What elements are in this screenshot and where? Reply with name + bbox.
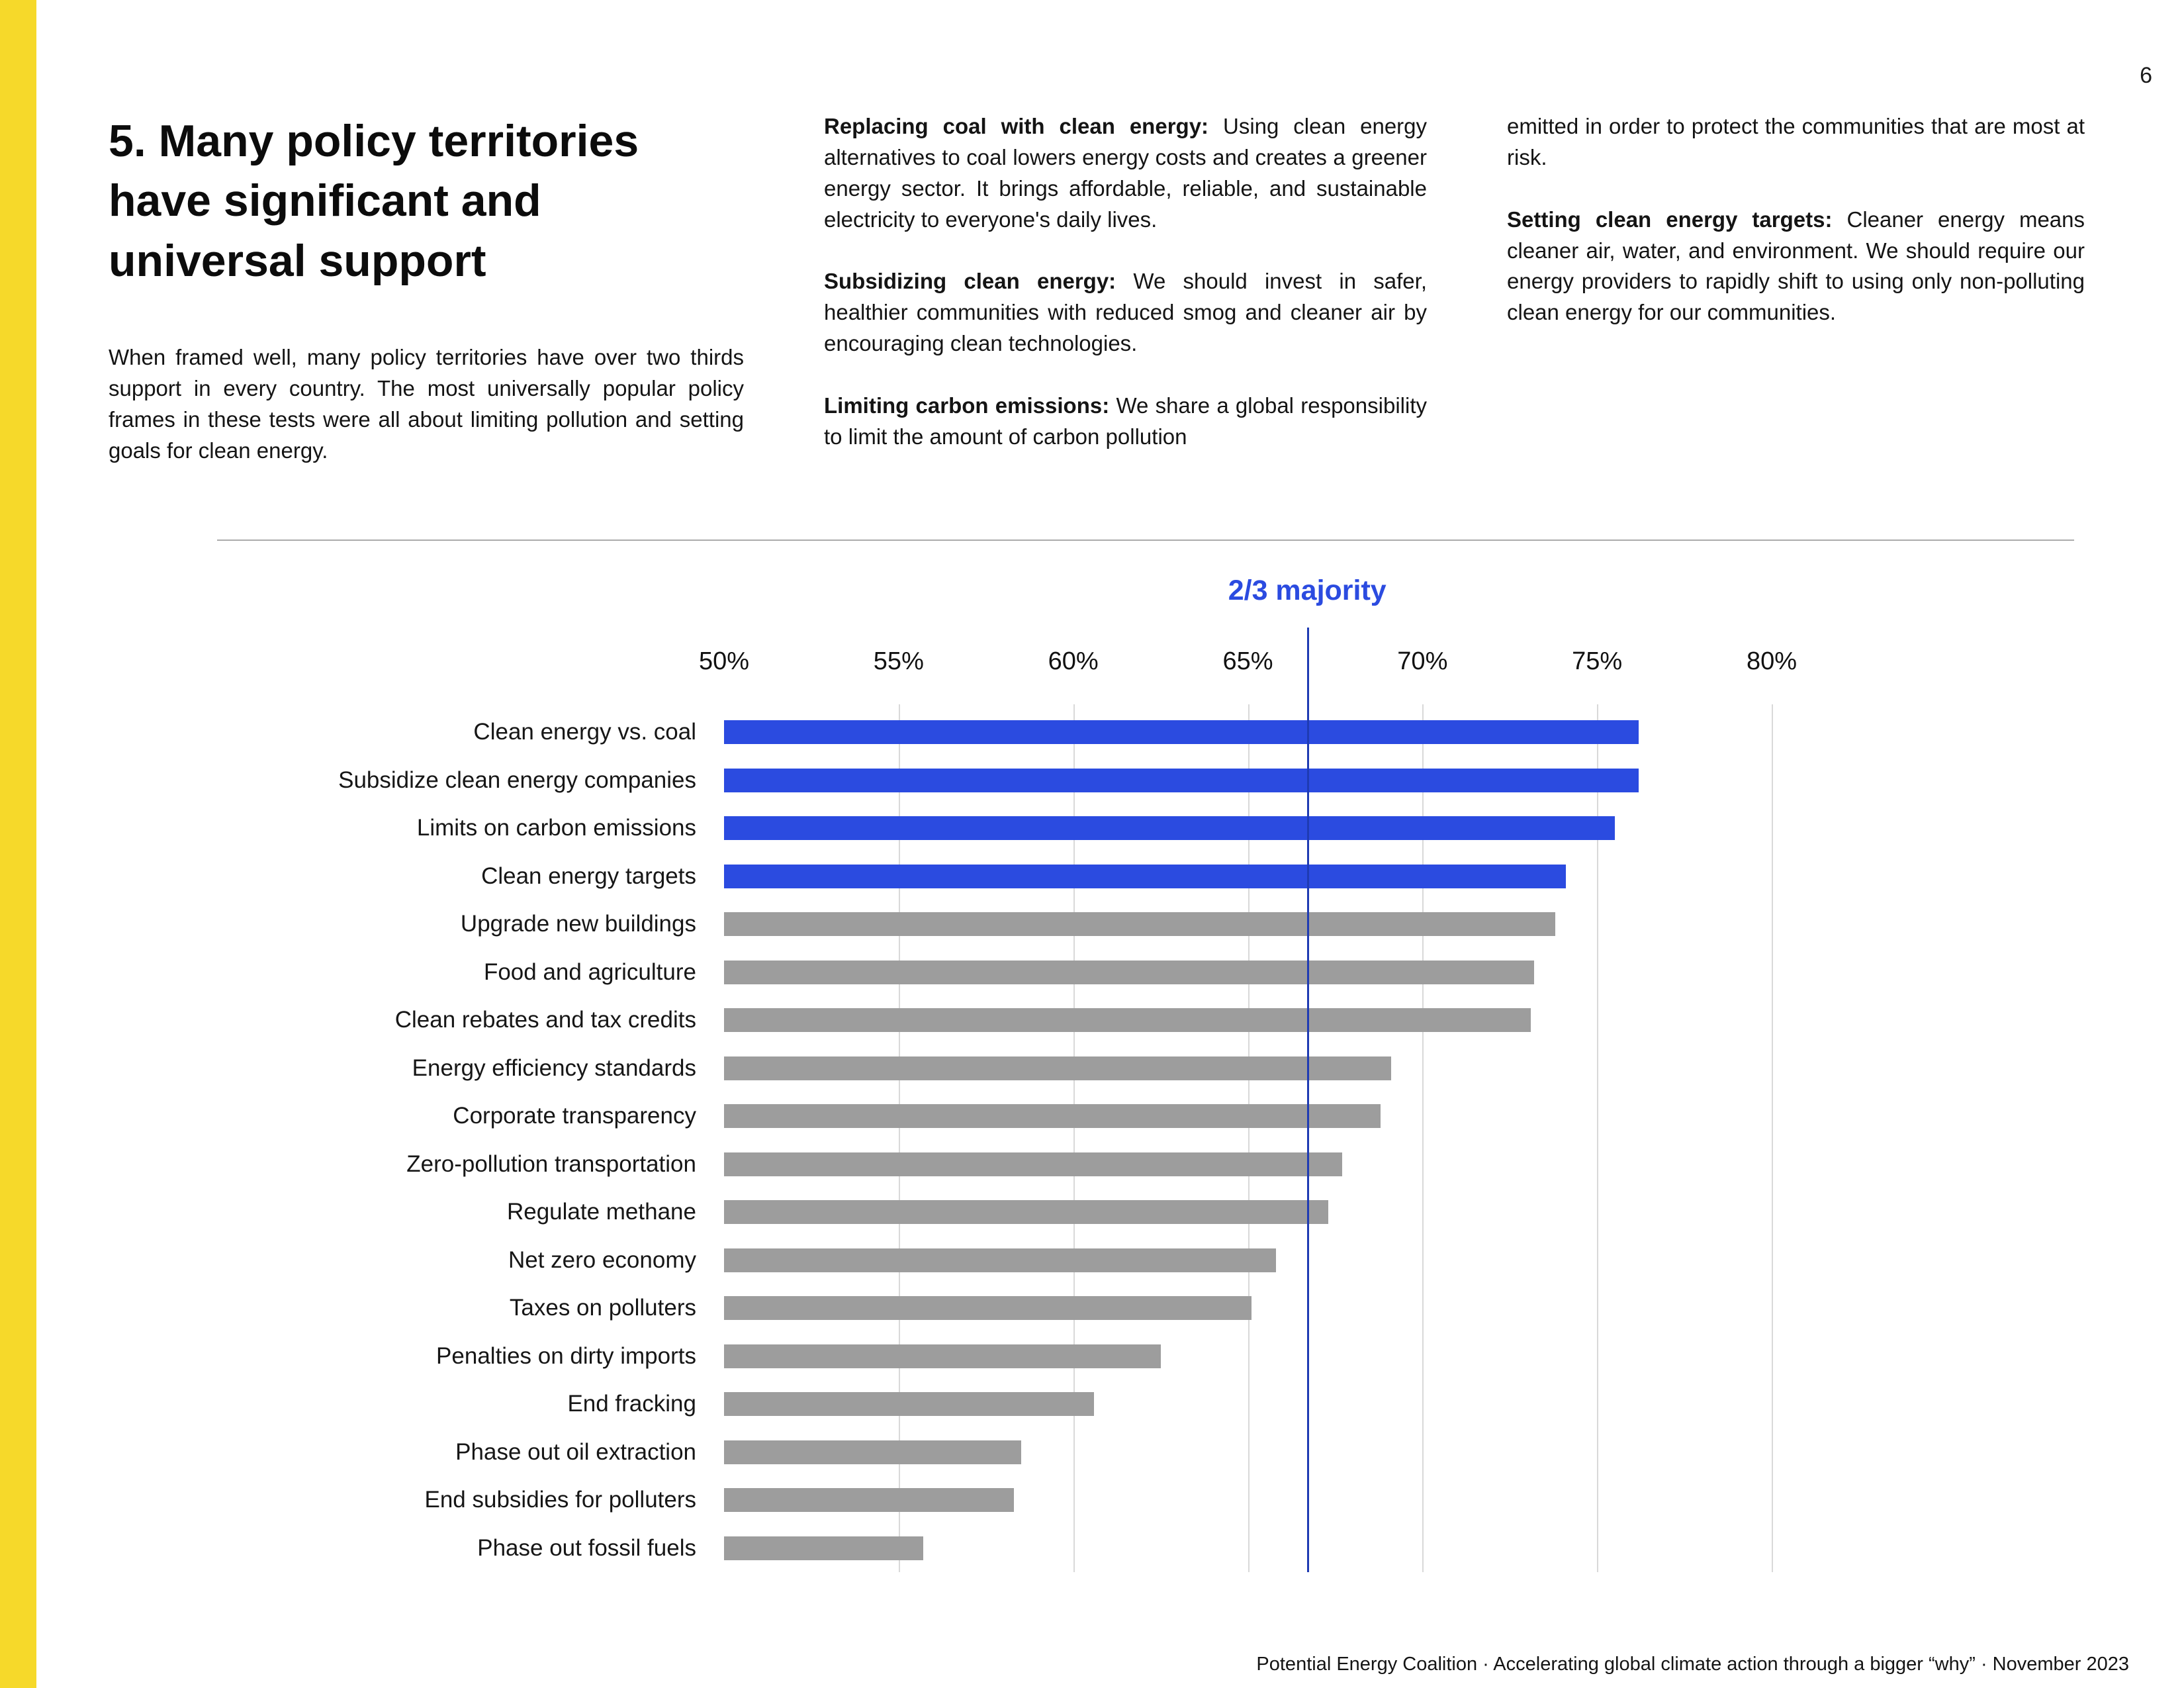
bar-row xyxy=(724,1429,1772,1477)
bar-row xyxy=(724,1284,1772,1333)
chart-category-label: Limits on carbon emissions xyxy=(416,815,696,841)
bar-row xyxy=(724,708,1772,757)
axis-tick-label: 55% xyxy=(873,647,924,675)
chart-body xyxy=(109,575,1797,1572)
bar-row xyxy=(724,1380,1772,1429)
bar-penalties-on-dirty-imports xyxy=(724,1344,1161,1368)
majority-line xyxy=(1307,628,1309,1572)
paragraph-limiting-emissions xyxy=(824,391,1427,453)
accent-stripe xyxy=(0,0,36,1688)
chart-category-label: Phase out fossil fuels xyxy=(477,1534,696,1561)
bar-phase-out-oil-extraction xyxy=(724,1440,1021,1464)
axis-tick-label: 65% xyxy=(1222,647,1273,675)
bar-end-subsidies-for-polluters xyxy=(724,1488,1014,1512)
chart-category-label: End subsidies for polluters xyxy=(424,1487,696,1513)
bar-row xyxy=(724,804,1772,853)
bar-zero-pollution-transportation xyxy=(724,1152,1342,1176)
bar-phase-out-fossil-fuels xyxy=(724,1536,923,1560)
chart-category-label: Taxes on polluters xyxy=(509,1295,696,1321)
axis-tick-label: 60% xyxy=(1048,647,1099,675)
bar-subsidize-clean-energy-companies xyxy=(724,769,1639,792)
column-right xyxy=(1507,111,2085,498)
bar-food-and-agriculture xyxy=(724,961,1534,984)
column-left xyxy=(109,111,744,498)
bar-row xyxy=(724,1333,1772,1381)
paragraph-body: We should invest in safer, healthier communities with reduced smog and cleaner air by encouraging clean technologies. xyxy=(824,269,1427,356)
bar-energy-efficiency-standards xyxy=(724,1056,1391,1080)
chart-category-label: Energy efficiency standards xyxy=(412,1055,696,1081)
paragraph-subsidizing xyxy=(824,266,1427,359)
paragraph-replacing-coal xyxy=(824,111,1427,235)
bar-row xyxy=(724,1476,1772,1524)
chart-category-label: Corporate transparency xyxy=(453,1103,696,1129)
chart-category-label: Regulate methane xyxy=(506,1199,696,1225)
bar-row xyxy=(724,1188,1772,1237)
bar-row xyxy=(724,900,1772,949)
axis-tick-label: 50% xyxy=(698,647,750,675)
bar-corporate-transparency xyxy=(724,1104,1381,1128)
chart-category-label: Zero-pollution transportation xyxy=(406,1150,696,1177)
bar-clean-energy-vs-coal xyxy=(724,720,1639,744)
chart-category-label: Net zero economy xyxy=(508,1246,696,1273)
bar-limits-on-carbon-emissions xyxy=(724,816,1615,840)
bar-row xyxy=(724,1045,1772,1093)
page-content xyxy=(109,0,2129,498)
chart-plot xyxy=(698,575,1797,1572)
bar-regulate-methane xyxy=(724,1200,1328,1224)
paragraph-body: Using clean energy alternatives to coal lowers energy costs and creates a greener energy sector. It brings affordable, reliable, and sustainable electricity to everyone's daily lives. xyxy=(824,114,1428,232)
bar-row xyxy=(724,1524,1772,1573)
axis-tick-label: 70% xyxy=(1397,647,1448,675)
bar-clean-rebates-and-tax-credits xyxy=(724,1008,1531,1032)
section-divider xyxy=(217,539,2074,541)
gridline xyxy=(1772,704,1773,1572)
column-middle xyxy=(824,111,1427,498)
text-columns xyxy=(109,0,2129,498)
paragraph-body: We share a global responsibility to limit the amount of carbon pollution xyxy=(824,393,1427,449)
chart-category-label: Clean energy vs. coal xyxy=(473,719,696,745)
chart-category-label: Upgrade new buildings xyxy=(460,911,696,937)
chart-category-label: Phase out oil extraction xyxy=(455,1438,696,1465)
policy-support-chart xyxy=(109,575,1797,1572)
bar-row xyxy=(724,1237,1772,1285)
chart-category-label: Subsidize clean energy companies xyxy=(338,767,696,793)
bar-taxes-on-polluters xyxy=(724,1296,1251,1320)
paragraph-targets xyxy=(1507,205,2085,328)
paragraph-lead: Subsidizing clean energy: xyxy=(824,269,1116,294)
bar-row xyxy=(724,853,1772,901)
axis-tick-label: 75% xyxy=(1572,647,1623,675)
paragraph-lead: Replacing coal with clean energy: xyxy=(824,114,1209,138)
chart-category-labels xyxy=(109,708,724,1572)
paragraph-continuation: emitted in order to protect the communities that are most at risk. xyxy=(1507,114,2085,169)
chart-category-label: Clean energy targets xyxy=(481,863,696,889)
bar-net-zero-economy xyxy=(724,1248,1276,1272)
paragraph-lead: Limiting carbon emissions: xyxy=(824,393,1110,418)
chart-category-label: End fracking xyxy=(567,1391,696,1417)
chart-category-label: Penalties on dirty imports xyxy=(436,1342,696,1369)
page-number: 6 xyxy=(2140,63,2152,88)
majority-label: 2/3 majority xyxy=(1228,575,1387,606)
intro-paragraph: When framed well, many policy territories have over two thirds support in every country. The most universally popular policy frames in these tests were all about limiting pollution and setting goals for clean energy. xyxy=(109,345,744,463)
bar-row xyxy=(724,949,1772,997)
bar-row xyxy=(724,1141,1772,1189)
bar-end-fracking xyxy=(724,1392,1094,1416)
bar-clean-energy-targets xyxy=(724,865,1566,888)
bar-row xyxy=(724,1092,1772,1141)
axis-tick-label: 80% xyxy=(1746,647,1797,675)
chart-category-label: Food and agriculture xyxy=(483,959,696,985)
bar-row xyxy=(724,996,1772,1045)
chart-category-label: Clean rebates and tax credits xyxy=(394,1007,696,1033)
paragraph-body: Cleaner energy means cleaner air, water, and environment. We should require our energy providers to rapidly shift to using only non-polluting clean energy for our communities. xyxy=(1507,207,2085,325)
bar-upgrade-new-buildings xyxy=(724,912,1555,936)
footer-citation: Potential Energy Coalition · Accelerating global climate action through a bigger “why” · November 2023 xyxy=(1256,1654,2129,1675)
bar-row xyxy=(724,757,1772,805)
paragraph-lead: Setting clean energy targets: xyxy=(1507,207,1833,232)
section-title: 5. Many policy territories have significant and universal support xyxy=(109,116,639,286)
